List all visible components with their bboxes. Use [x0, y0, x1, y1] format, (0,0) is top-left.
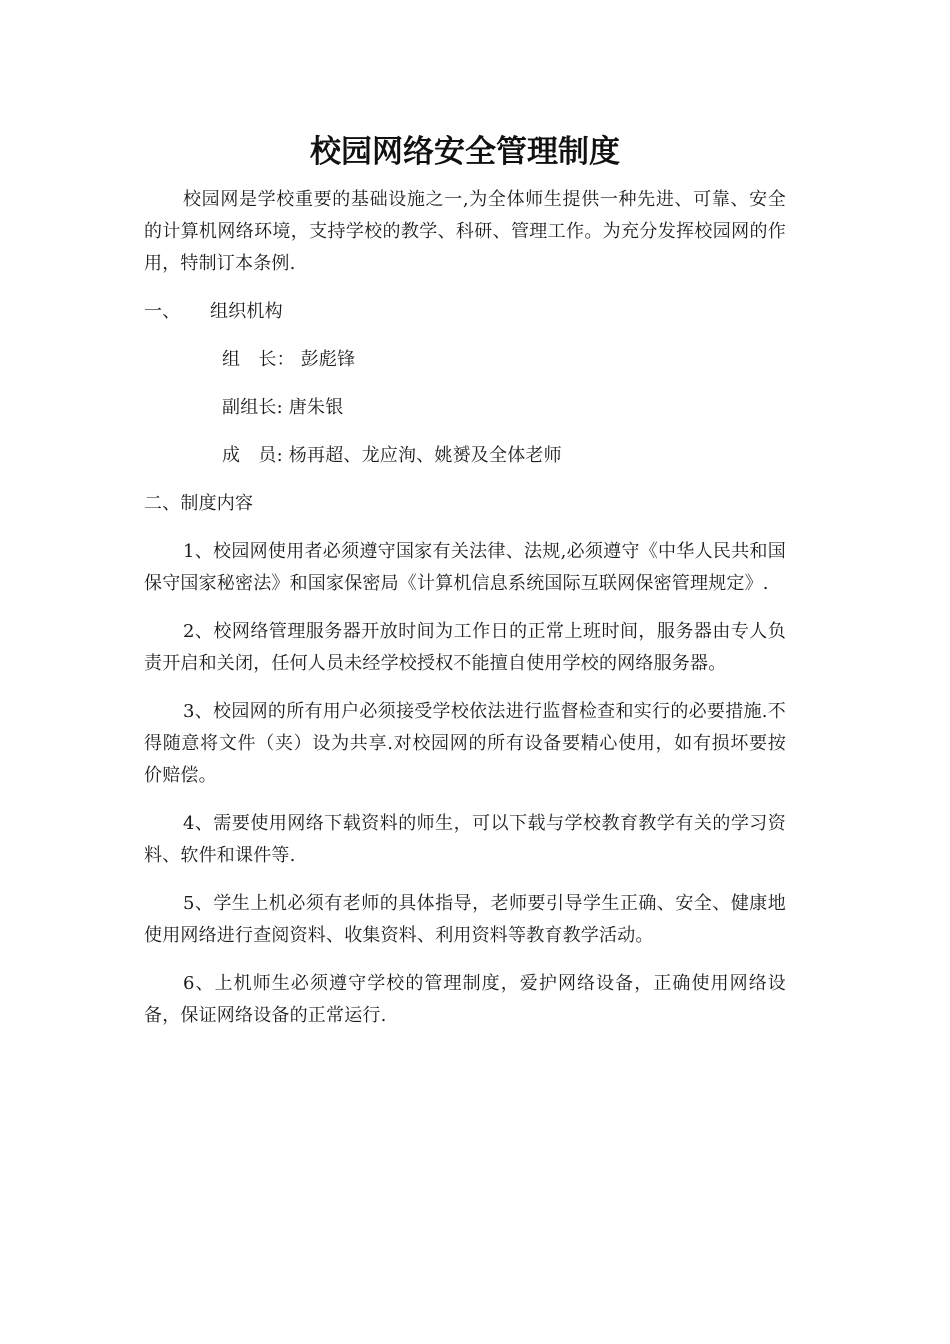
rule-paragraph: 1、校园网使用者必须遵守国家有关法律、法规,必须遵守《中华人民共和国保守国家秘密法》和国家保密局《计算机信息系统国际互联网保密管理规定》. — [144, 541, 786, 594]
section-1-heading — [144, 296, 786, 328]
member-row-deputy — [144, 392, 786, 424]
member-label: 成 员: — [222, 445, 283, 466]
member-value: 彭彪锋 — [294, 349, 356, 370]
member-row-members — [144, 440, 786, 472]
section-1-number: 一、 — [144, 301, 181, 322]
member-value: 唐朱银 — [282, 397, 344, 418]
rule-paragraph: 5、学生上机必须有老师的具体指导，老师要引导学生正确、安全、健康地使用网络进行查阅资料、收集资料、利用资料等教育教学活动。 — [144, 893, 786, 946]
member-label: 副组长: — [222, 397, 283, 418]
section-2-heading: 二、制度内容 — [144, 493, 254, 514]
section-1-title: 组织机构 — [210, 301, 283, 322]
rule-paragraph: 6、上机师生必须遵守学校的管理制度，爱护网络设备，正确使用网络设备，保证网络设备的正常运行. — [144, 973, 786, 1026]
rule-paragraph: 4、需要使用网络下载资料的师生，可以下载与学校教育教学有关的学习资料、软件和课件等. — [144, 813, 786, 866]
document-title: 校园网络安全管理制度 — [310, 134, 620, 170]
member-value: 杨再超、龙应洵、姚赟及全体老师 — [282, 445, 562, 466]
rule-paragraph: 3、校园网的所有用户必须接受学校依法进行监督检查和实行的必要措施.不得随意将文件（夹）设为共享.对校园网的所有设备要精心使用，如有损坏要按价赔偿。 — [144, 701, 786, 786]
document-body — [144, 128, 786, 1032]
intro-paragraph: 校园网是学校重要的基础设施之一,为全体师生提供一种先进、可靠、安全的计算机网络环境，支持学校的教学、科研、管理工作。为充分发挥校园网的作用，特制订本条例. — [144, 189, 786, 274]
member-row-leader — [144, 344, 786, 376]
member-label: 组 长： — [222, 349, 295, 370]
rule-paragraph: 2、校网络管理服务器开放时间为工作日的正常上班时间，服务器由专人负责开启和关闭，任何人员未经学校授权不能擅自使用学校的网络服务器。 — [144, 621, 786, 674]
